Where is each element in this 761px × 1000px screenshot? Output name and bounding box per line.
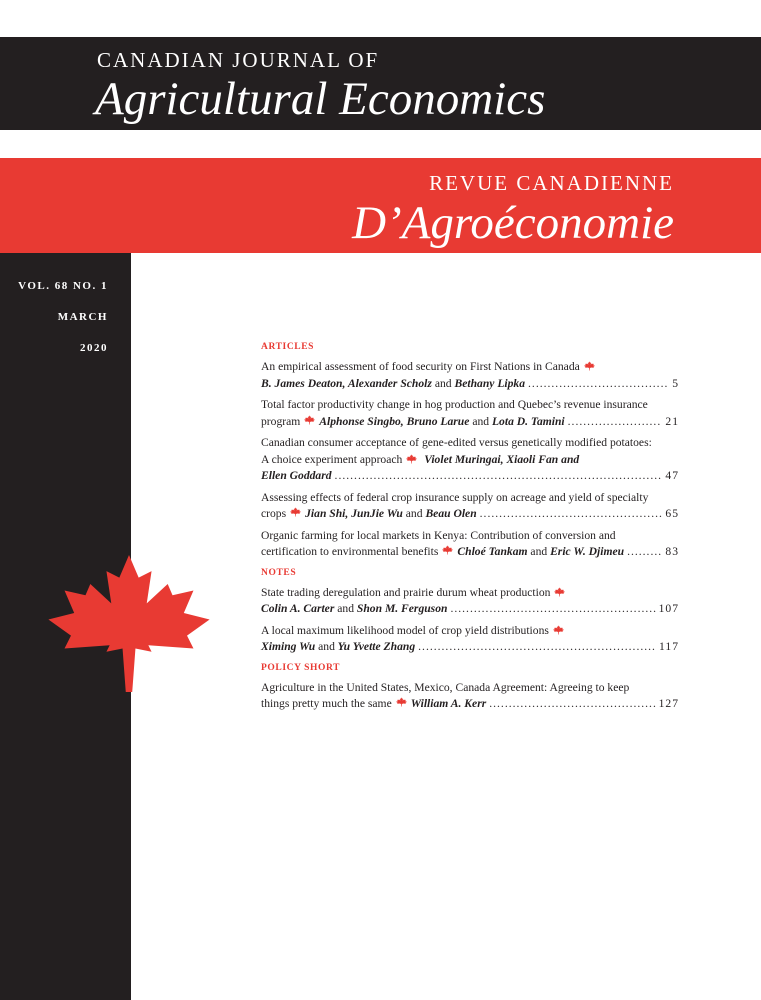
entry-title-continuation: certification to environmental benefits <box>261 545 439 558</box>
entry-title-continuation: A choice experiment approach <box>261 452 403 466</box>
page-number: 5 <box>672 376 679 390</box>
entry-authors-last: Shon M. Ferguson <box>356 602 448 615</box>
entry-authors: William A. Kerr <box>410 697 487 710</box>
entry-title: Total factor productivity change in hog production and Quebec’s revenue insurance <box>261 398 648 411</box>
page-number: 83 <box>665 545 679 558</box>
page-number: 117 <box>659 640 679 653</box>
authors-and: and <box>405 507 423 520</box>
toc-entry[interactable] <box>261 490 679 523</box>
toc-entry[interactable] <box>261 397 679 430</box>
entry-authors: Jian Shi, JunJie Wu <box>305 507 403 520</box>
maple-leaf-icon <box>442 545 453 555</box>
maple-leaf-icon <box>304 415 315 425</box>
authors-and: and <box>318 640 335 653</box>
entry-title: Organic farming for local markets in Kenya: Contribution of conversion and <box>261 528 616 542</box>
authors-and: and <box>434 376 452 390</box>
toc-entry[interactable] <box>261 680 679 713</box>
dot-leader <box>627 544 662 561</box>
entry-authors-last: Beau Olen <box>425 507 477 520</box>
page-number: 47 <box>665 469 679 482</box>
entry-authors: Chloé Tankam <box>457 545 528 558</box>
entry-authors-last: Yu Yvette Zhang <box>337 640 416 653</box>
section-heading-notes: NOTES <box>261 567 297 578</box>
dot-leader <box>335 468 663 485</box>
entry-authors: Ximing Wu <box>261 640 316 653</box>
toc-entry[interactable] <box>261 585 679 618</box>
dot-leader <box>489 696 655 713</box>
page-number: 65 <box>665 507 679 520</box>
french-title-line2: D’Agroéconomie <box>352 197 674 249</box>
authors-and: and <box>337 602 354 615</box>
entry-authors-last: Ellen Goddard <box>261 469 332 482</box>
entry-title: Canadian consumer acceptance of gene-edited versus genetically modified potatoes: <box>261 436 652 449</box>
entry-title: State trading deregulation and prairie durum wheat production <box>261 585 551 599</box>
entry-title: Assessing effects of federal crop insurance supply on acreage and yield of specialty <box>261 490 649 504</box>
entry-title: An empirical assessment of food security on First Nations in Canada <box>261 360 580 373</box>
dot-leader <box>568 414 663 431</box>
dot-leader <box>418 639 656 656</box>
issue-month: MARCH <box>57 311 108 323</box>
entry-authors-last: Lota D. Tamini <box>491 414 565 428</box>
entry-authors: Violet Muringai, Xiaoli Fan and <box>424 452 580 466</box>
issue-year: 2020 <box>80 342 108 354</box>
dot-leader <box>450 601 655 618</box>
entry-authors: Colin A. Carter <box>261 602 335 615</box>
entry-title-continuation: things pretty much the same <box>261 697 392 710</box>
page-number: 21 <box>665 414 679 428</box>
maple-leaf-icon <box>584 361 595 371</box>
maple-leaf-icon <box>554 587 565 597</box>
maple-leaf-icon <box>290 507 301 517</box>
dot-leader <box>480 506 663 523</box>
entry-authors: B. James Deaton, Alexander Scholz <box>261 376 432 390</box>
entry-title-continuation: program <box>261 414 301 428</box>
entry-authors: Alphonse Singbo, Bruno Larue <box>319 414 470 428</box>
section-heading-policy-short: POLICY SHORT <box>261 662 341 673</box>
entry-authors-last: Eric W. Djimeu <box>550 545 625 558</box>
dot-leader <box>528 376 669 393</box>
entry-authors-last: Bethany Lipka <box>454 376 526 390</box>
maple-leaf-icon <box>396 697 407 707</box>
journal-title-line2: Agricultural Economics <box>95 73 546 125</box>
toc-entry[interactable] <box>261 435 679 485</box>
toc-entry[interactable] <box>261 359 679 392</box>
issue-volume: VOL. 68 NO. 1 <box>18 280 108 292</box>
maple-leaf-icon <box>553 625 564 635</box>
entry-title: A local maximum likelihood model of crop yield distributions <box>261 623 549 637</box>
page-number: 107 <box>658 602 679 615</box>
table-of-contents <box>261 340 679 718</box>
toc-entry[interactable] <box>261 528 679 561</box>
maple-leaf-icon <box>406 454 417 464</box>
maple-leaf-icon <box>48 555 210 692</box>
section-heading-articles: ARTICLES <box>261 342 315 352</box>
toc-entry[interactable] <box>261 623 679 656</box>
authors-and: and <box>472 414 490 428</box>
authors-and: and <box>530 545 548 558</box>
entry-title: Agriculture in the United States, Mexico, Canada Agreement: Agreeing to keep <box>261 680 630 694</box>
journal-title-line1: CANADIAN JOURNAL OF <box>97 48 380 72</box>
page-number: 127 <box>658 697 679 710</box>
entry-title-continuation: crops <box>261 507 287 520</box>
french-title-line1: REVUE CANADIENNE <box>429 171 674 195</box>
